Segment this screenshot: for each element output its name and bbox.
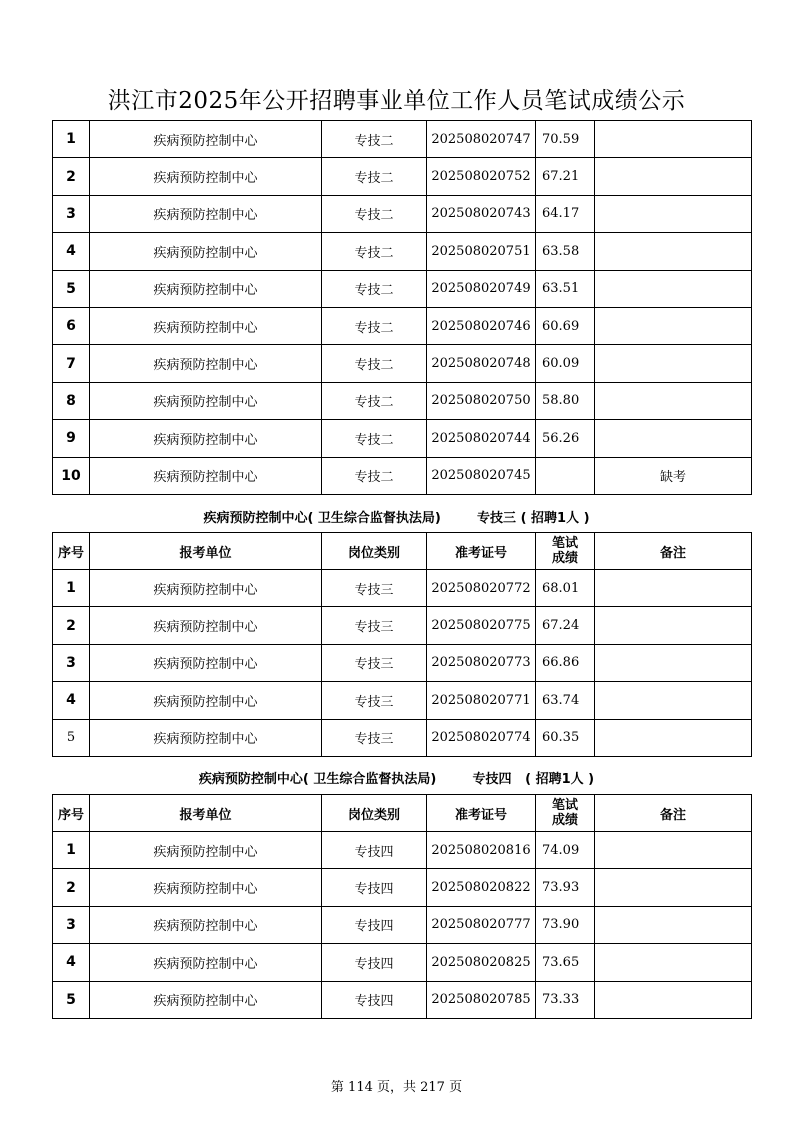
- header-score-line2: 成绩: [551, 551, 578, 566]
- note-cell: [595, 682, 752, 719]
- table-header-row: [53, 533, 752, 570]
- note-cell: [595, 233, 752, 270]
- table-row: [53, 944, 752, 981]
- seq-cell: 2: [53, 869, 90, 906]
- header-note: 备注: [595, 533, 752, 570]
- post-cell: 专技二: [322, 121, 427, 158]
- note-cell: [595, 307, 752, 344]
- post-cell: 专技四: [322, 981, 427, 1018]
- section-heading-zhuanji-4: 疾病预防控制中心( 卫生综合监督执法局) 专技四 ( 招聘1人 ): [198, 772, 595, 787]
- exam-no-cell: 202508020772: [427, 570, 536, 607]
- exam-no-cell: 202508020777: [427, 906, 536, 943]
- score-cell: 73.33: [536, 981, 595, 1018]
- exam-no-cell: 202508020744: [427, 420, 536, 457]
- table-body: [53, 832, 752, 1019]
- note-cell: [595, 644, 752, 681]
- header-score-line2: 成绩: [551, 813, 578, 828]
- post-cell: 专技四: [322, 832, 427, 869]
- exam-no-cell: 202508020775: [427, 607, 536, 644]
- seq-cell: 5: [53, 981, 90, 1018]
- note-cell: [595, 570, 752, 607]
- post-cell: 专技二: [322, 420, 427, 457]
- header-score: [536, 795, 595, 832]
- score-cell: 63.58: [536, 233, 595, 270]
- table-row: [53, 719, 752, 756]
- score-cell: 60.69: [536, 307, 595, 344]
- post-cell: 专技二: [322, 307, 427, 344]
- note-cell: 缺考: [595, 457, 752, 494]
- unit-cell: 疾病预防控制中心: [90, 233, 322, 270]
- unit-cell: 疾病预防控制中心: [90, 570, 322, 607]
- seq-cell: 3: [53, 644, 90, 681]
- post-cell: 专技三: [322, 719, 427, 756]
- unit-cell: 疾病预防控制中心: [90, 420, 322, 457]
- table-row: [53, 420, 752, 457]
- score-cell: 67.24: [536, 607, 595, 644]
- table-row: [53, 121, 752, 158]
- post-cell: 专技二: [322, 158, 427, 195]
- note-cell: [595, 382, 752, 419]
- unit-cell: 疾病预防控制中心: [90, 158, 322, 195]
- note-cell: [595, 869, 752, 906]
- note-cell: [595, 121, 752, 158]
- table-row: [53, 832, 752, 869]
- note-cell: [595, 158, 752, 195]
- post-cell: 专技二: [322, 345, 427, 382]
- note-cell: [595, 719, 752, 756]
- unit-cell: 疾病预防控制中心: [90, 607, 322, 644]
- unit-cell: 疾病预防控制中心: [90, 719, 322, 756]
- unit-cell: 疾病预防控制中心: [90, 345, 322, 382]
- table-row: [53, 195, 752, 232]
- unit-cell: 疾病预防控制中心: [90, 457, 322, 494]
- exam-no-cell: 202508020825: [427, 944, 536, 981]
- header-post: 岗位类别: [322, 533, 427, 570]
- score-cell: 73.93: [536, 869, 595, 906]
- note-cell: [595, 906, 752, 943]
- seq-cell: 3: [53, 195, 90, 232]
- header-seq: 序号: [53, 533, 90, 570]
- header-exam-no: 准考证号: [427, 533, 536, 570]
- seq-cell: 4: [53, 682, 90, 719]
- header-score: [536, 533, 595, 570]
- unit-cell: 疾病预防控制中心: [90, 121, 322, 158]
- note-cell: [595, 981, 752, 1018]
- table-row: [53, 682, 752, 719]
- results-table-zhuanji-2: [52, 120, 752, 495]
- score-cell: 74.09: [536, 832, 595, 869]
- note-cell: [595, 944, 752, 981]
- exam-no-cell: 202508020748: [427, 345, 536, 382]
- header-exam-no: 准考证号: [427, 795, 536, 832]
- post-cell: 专技二: [322, 382, 427, 419]
- header-unit: 报考单位: [90, 795, 322, 832]
- post-cell: 专技四: [322, 869, 427, 906]
- seq-cell: 1: [53, 121, 90, 158]
- header-score-line1: 笔试: [551, 798, 578, 813]
- exam-no-cell: 202508020749: [427, 270, 536, 307]
- exam-no-cell: 202508020774: [427, 719, 536, 756]
- unit-cell: 疾病预防控制中心: [90, 644, 322, 681]
- unit-cell: 疾病预防控制中心: [90, 906, 322, 943]
- post-cell: 专技三: [322, 570, 427, 607]
- score-cell: 67.21: [536, 158, 595, 195]
- note-cell: [595, 195, 752, 232]
- header-unit: 报考单位: [90, 533, 322, 570]
- note-cell: [595, 832, 752, 869]
- exam-no-cell: 202508020745: [427, 457, 536, 494]
- header-note: 备注: [595, 795, 752, 832]
- unit-cell: 疾病预防控制中心: [90, 981, 322, 1018]
- seq-cell: 10: [53, 457, 90, 494]
- score-cell: 73.90: [536, 906, 595, 943]
- seq-cell: 5: [53, 270, 90, 307]
- unit-cell: 疾病预防控制中心: [90, 270, 322, 307]
- table-header-row: [53, 795, 752, 832]
- score-cell: 73.65: [536, 944, 595, 981]
- unit-cell: 疾病预防控制中心: [90, 195, 322, 232]
- post-cell: 专技二: [322, 270, 427, 307]
- post-cell: 专技二: [322, 457, 427, 494]
- exam-no-cell: 202508020747: [427, 121, 536, 158]
- table-row: [53, 570, 752, 607]
- seq-cell: 2: [53, 158, 90, 195]
- exam-no-cell: 202508020752: [427, 158, 536, 195]
- table-row: [53, 981, 752, 1018]
- exam-no-cell: 202508020816: [427, 832, 536, 869]
- exam-no-cell: 202508020771: [427, 682, 536, 719]
- post-cell: 专技二: [322, 233, 427, 270]
- exam-no-cell: 202508020743: [427, 195, 536, 232]
- note-cell: [595, 607, 752, 644]
- table-row: [53, 270, 752, 307]
- score-cell: 60.35: [536, 719, 595, 756]
- post-cell: 专技三: [322, 607, 427, 644]
- post-cell: 专技四: [322, 944, 427, 981]
- table-body: [53, 570, 752, 757]
- unit-cell: 疾病预防控制中心: [90, 307, 322, 344]
- post-cell: 专技二: [322, 195, 427, 232]
- post-cell: 专技三: [322, 682, 427, 719]
- seq-cell: 3: [53, 906, 90, 943]
- page-title: 洪江市2025年公开招聘事业单位工作人员笔试成绩公示: [107, 88, 686, 114]
- exam-no-cell: 202508020750: [427, 382, 536, 419]
- results-table-zhuanji-3: [52, 532, 752, 757]
- page-footer: 第 114 页，共 217 页: [330, 1080, 463, 1095]
- seq-cell: 4: [53, 233, 90, 270]
- results-table-zhuanji-4: [52, 794, 752, 1019]
- seq-cell: 5: [53, 719, 90, 756]
- score-cell: 63.51: [536, 270, 595, 307]
- table-row: [53, 345, 752, 382]
- score-cell: 63.74: [536, 682, 595, 719]
- score-cell: 70.59: [536, 121, 595, 158]
- post-cell: 专技四: [322, 906, 427, 943]
- section-heading-zhuanji-3: 疾病预防控制中心( 卫生综合监督执法局) 专技三 ( 招聘1人 ): [203, 511, 590, 526]
- unit-cell: 疾病预防控制中心: [90, 944, 322, 981]
- note-cell: [595, 345, 752, 382]
- header-seq: 序号: [53, 795, 90, 832]
- exam-no-cell: 202508020785: [427, 981, 536, 1018]
- seq-cell: 6: [53, 307, 90, 344]
- unit-cell: 疾病预防控制中心: [90, 832, 322, 869]
- table-row: [53, 233, 752, 270]
- note-cell: [595, 270, 752, 307]
- seq-cell: 9: [53, 420, 90, 457]
- score-cell: [536, 457, 595, 494]
- score-cell: 66.86: [536, 644, 595, 681]
- exam-no-cell: 202508020751: [427, 233, 536, 270]
- table-row: [53, 382, 752, 419]
- score-cell: 56.26: [536, 420, 595, 457]
- score-cell: 64.17: [536, 195, 595, 232]
- seq-cell: 7: [53, 345, 90, 382]
- exam-no-cell: 202508020773: [427, 644, 536, 681]
- unit-cell: 疾病预防控制中心: [90, 382, 322, 419]
- score-cell: 60.09: [536, 345, 595, 382]
- note-cell: [595, 420, 752, 457]
- table-row: [53, 906, 752, 943]
- seq-cell: 1: [53, 570, 90, 607]
- seq-cell: 2: [53, 607, 90, 644]
- exam-no-cell: 202508020822: [427, 869, 536, 906]
- header-score-line1: 笔试: [551, 536, 578, 551]
- unit-cell: 疾病预防控制中心: [90, 682, 322, 719]
- post-cell: 专技三: [322, 644, 427, 681]
- seq-cell: 1: [53, 832, 90, 869]
- score-cell: 68.01: [536, 570, 595, 607]
- table-row: [53, 457, 752, 494]
- table-row: [53, 307, 752, 344]
- unit-cell: 疾病预防控制中心: [90, 869, 322, 906]
- table-row: [53, 607, 752, 644]
- table-row: [53, 158, 752, 195]
- table-row: [53, 644, 752, 681]
- exam-no-cell: 202508020746: [427, 307, 536, 344]
- table-row: [53, 869, 752, 906]
- header-post: 岗位类别: [322, 795, 427, 832]
- table-body: [53, 121, 752, 495]
- seq-cell: 8: [53, 382, 90, 419]
- seq-cell: 4: [53, 944, 90, 981]
- score-cell: 58.80: [536, 382, 595, 419]
